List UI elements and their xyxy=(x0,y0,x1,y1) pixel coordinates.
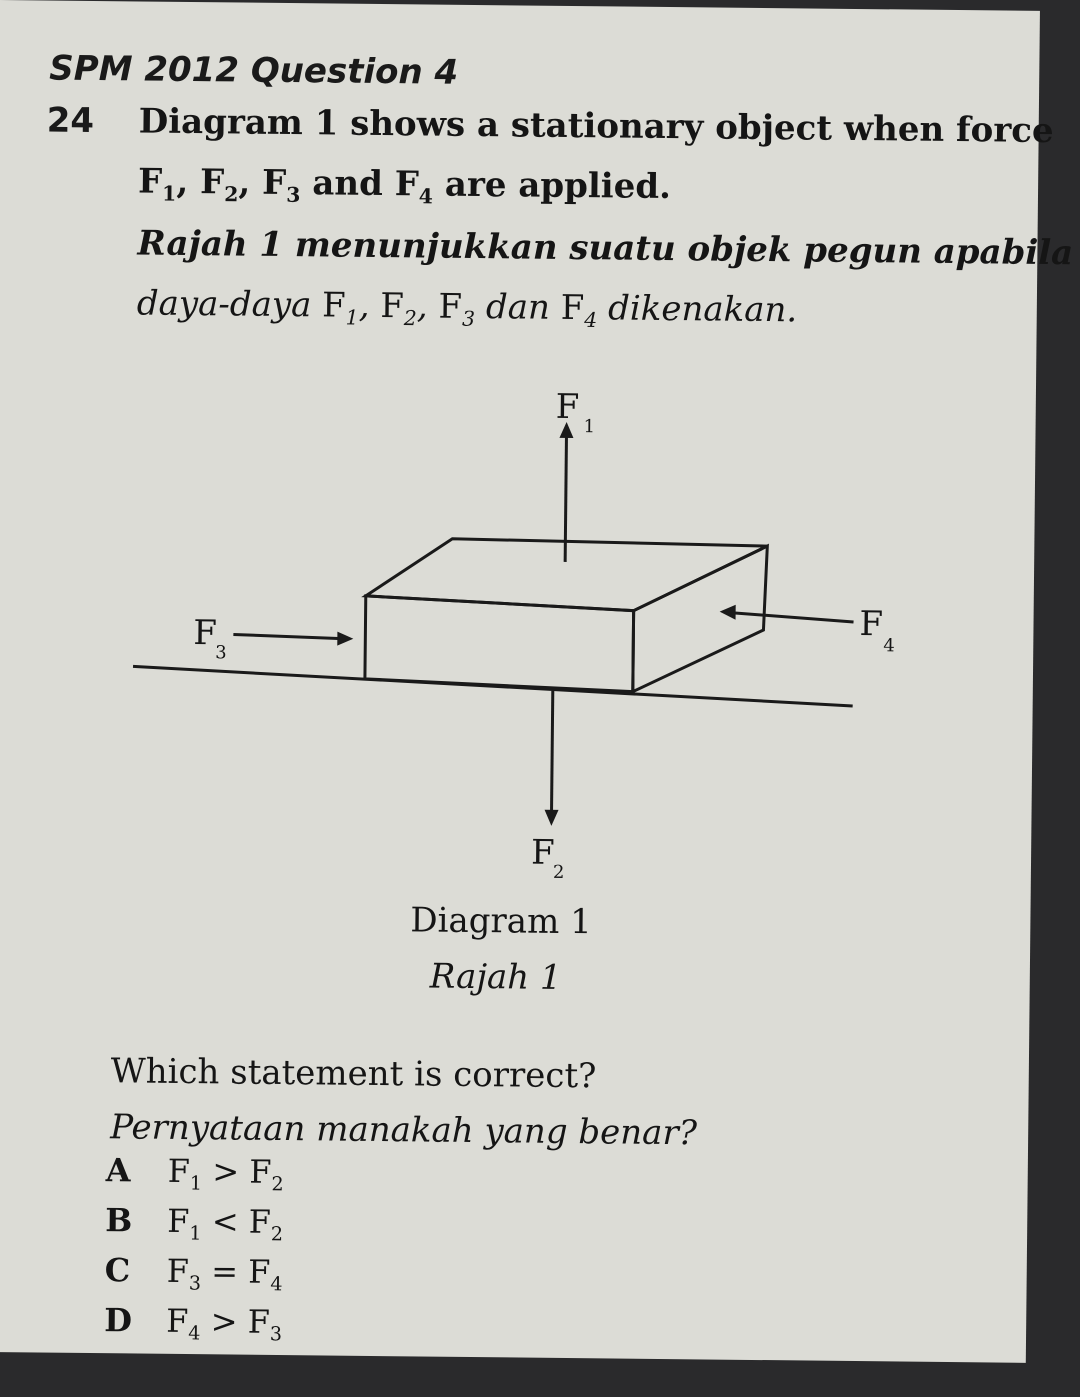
force-f4-arrow xyxy=(720,605,854,622)
force-f4-subscript: 4 xyxy=(883,635,895,657)
and-word: and xyxy=(312,163,384,205)
page-header: SPM 2012 Question 4 xyxy=(49,48,459,93)
option-a[interactable]: A $F_1 > F_2$ xyxy=(105,1151,284,1196)
question-line-ms-2: daya-daya $F_1$, $F_2$, $F_3$ dan $F_4$ dikenakan. xyxy=(136,283,798,333)
question-line-en-2: $F_1$, $F_2$, $F_3$ and $F_4$ are applied. xyxy=(137,161,672,209)
diagram-caption-ms: Rajah 1 xyxy=(429,956,562,998)
force-f2-subscript: 2 xyxy=(552,861,565,883)
force-f4-label: F xyxy=(859,604,884,645)
force-f3-subscript: 3 xyxy=(215,642,227,664)
question-number: 24 xyxy=(46,100,95,141)
question-line-ms-1: Rajah 1 menunjukkan suatu objek pegun apabila xyxy=(137,223,1074,274)
question-line-en-1: Diagram 1 shows a stationary object when force xyxy=(138,101,1054,152)
option-d[interactable]: D $F_4 > F_3$ xyxy=(103,1301,283,1346)
force-f1-label: F xyxy=(555,386,580,428)
prompt-ms: Pernyataan manakah yang benar? xyxy=(109,1107,698,1154)
force-f3-label: F xyxy=(193,613,218,654)
option-b[interactable]: B $F_1 < F_2$ xyxy=(105,1201,284,1246)
diagram-caption-en: Diagram 1 xyxy=(410,900,592,943)
force-f2-label: F xyxy=(530,832,555,873)
option-c[interactable]: C $F_3 = F_4$ xyxy=(104,1251,283,1296)
force-f2-arrow xyxy=(544,691,559,826)
force-f3-arrow xyxy=(233,630,353,645)
prompt-en: Which statement is correct? xyxy=(110,1051,597,1097)
are-applied-text: are applied. xyxy=(444,164,672,208)
force-f1-subscript: 1 xyxy=(583,416,596,438)
force-diagram xyxy=(0,360,1036,931)
